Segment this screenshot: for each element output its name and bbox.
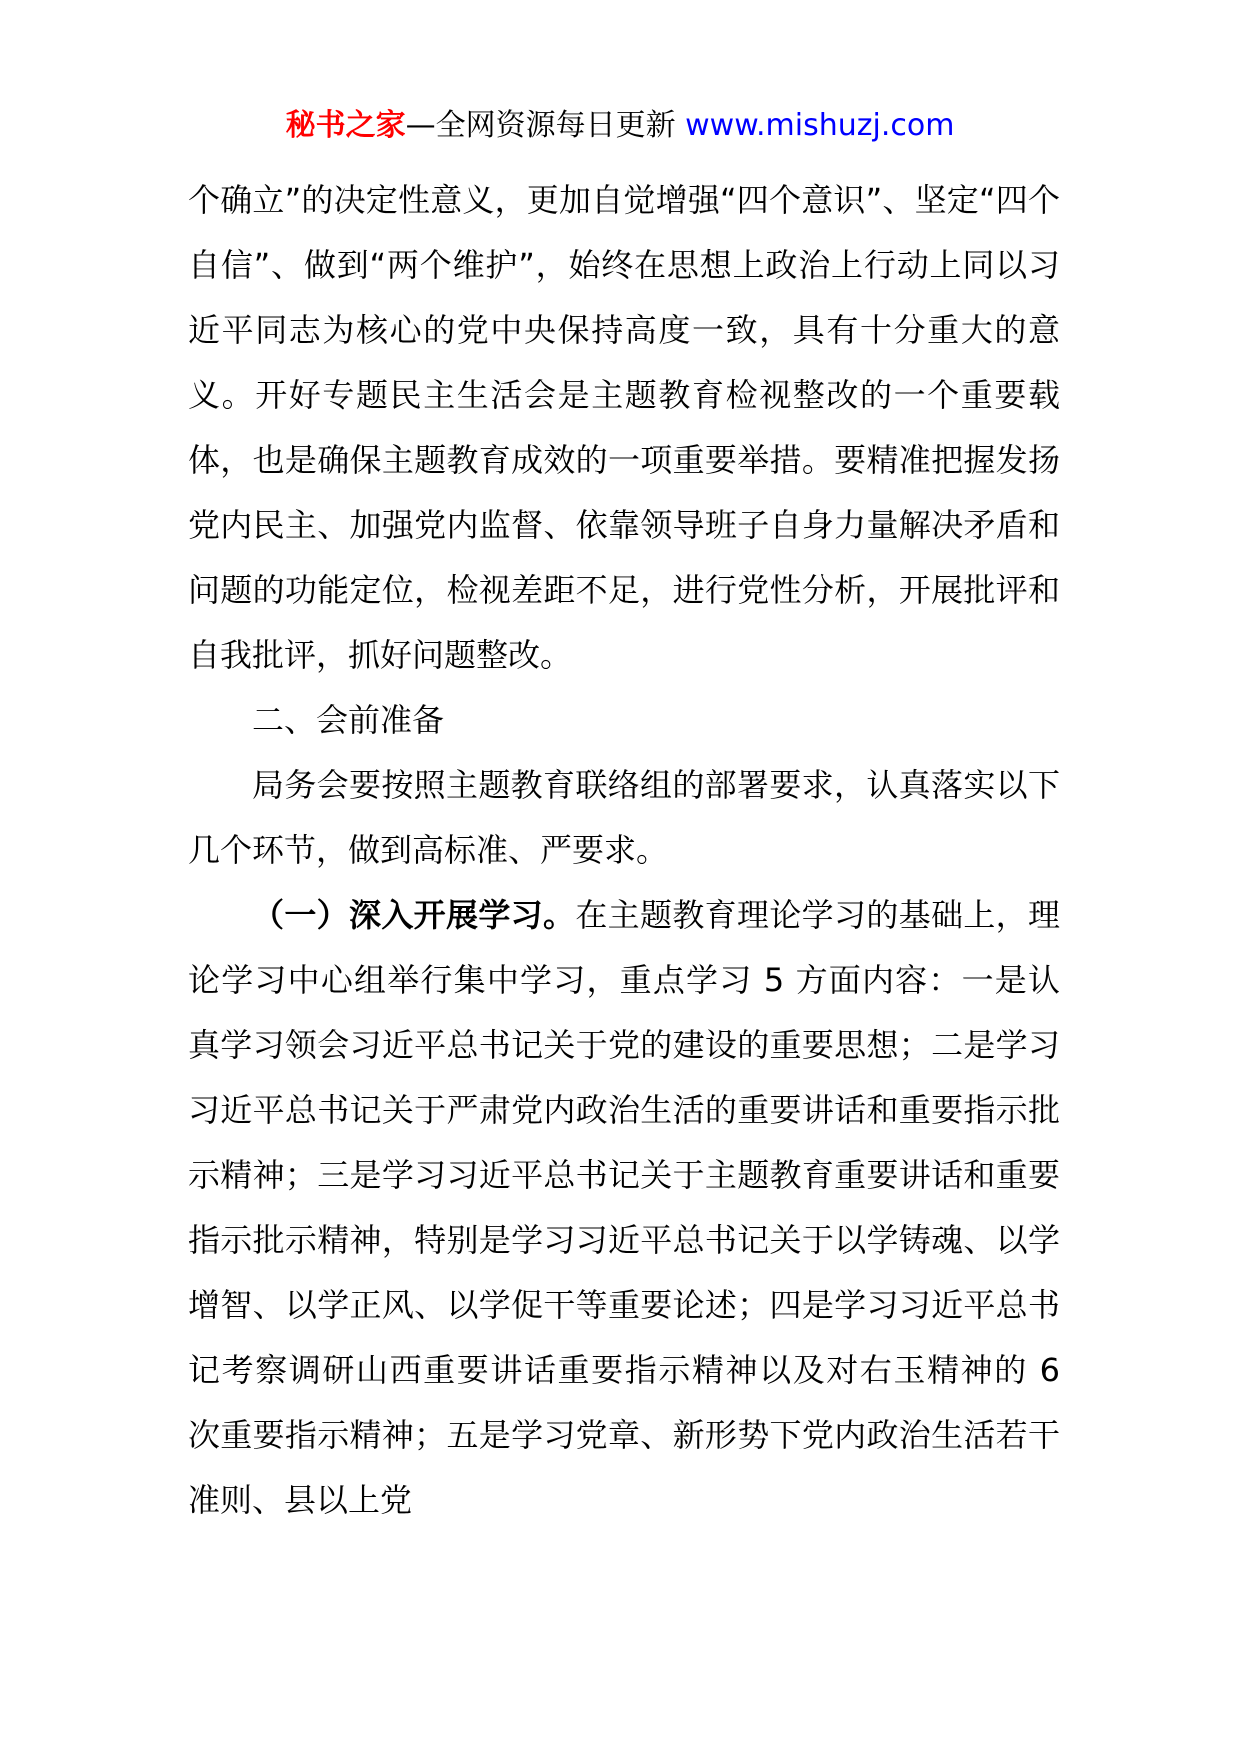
brand-name: 秘书之家 (285, 108, 406, 143)
header-tagline: —全网资源每日更新 (405, 108, 686, 143)
paragraph-significance: 个确立”的决定性意义，更加自觉增强“四个意识”、坚定“四个自信”、做到“两个维护”，始终在思想上政治上行动上同以习近平同志为核心的党中央保持高度一致，具有十分重大的意义。开好专题民主生活会是主题教育检视整改的一个重要载体，也是确保主题教育成效的一项重要举措。要精准把握发扬党内民主、加强党内监督、依靠领导班子自身力量解决矛盾和问题的功能定位，检视差距不足，进行党性分析，开展批评和自我批评，抓好问题整改。 (188, 181, 1060, 674)
document-body (188, 168, 1060, 1533)
study-text: 在主题教育理论学习的基础上，理论学习中心组举行集中学习，重点学习 5 方面内容：一是认真学习领会习近平总书记关于党的建设的重要思想；二是学习习近平总书记关于严肃党内政治生活的重要讲话和重要指示批示精神；三是学习习近平总书记关于主题教育重要讲话和重要指示批示精神，特别是学习习近平总书记关于以学铸魂、以学增智、以学正风、以学促干等重要论述；四是学习习近平总书记考察调研山西重要讲话重要指示精神以及对右玉精神的 6 次重要指示精神；五是学习党章、新形势下党内政治生活若干准则、县以上党 (188, 896, 1060, 1519)
page-header (0, 104, 1240, 148)
site-url-link[interactable]: www.mishuzj.com (685, 108, 955, 143)
paragraph-preparation-intro: 局务会要按照主题教育联络组的部署要求，认真落实以下几个环节，做到高标准、严要求。 (188, 766, 1060, 869)
subheading-study: （一）深入开展学习。 (252, 896, 576, 934)
paragraph-study (188, 883, 1060, 1533)
section-heading-preparation: 二、会前准备 (252, 701, 445, 739)
